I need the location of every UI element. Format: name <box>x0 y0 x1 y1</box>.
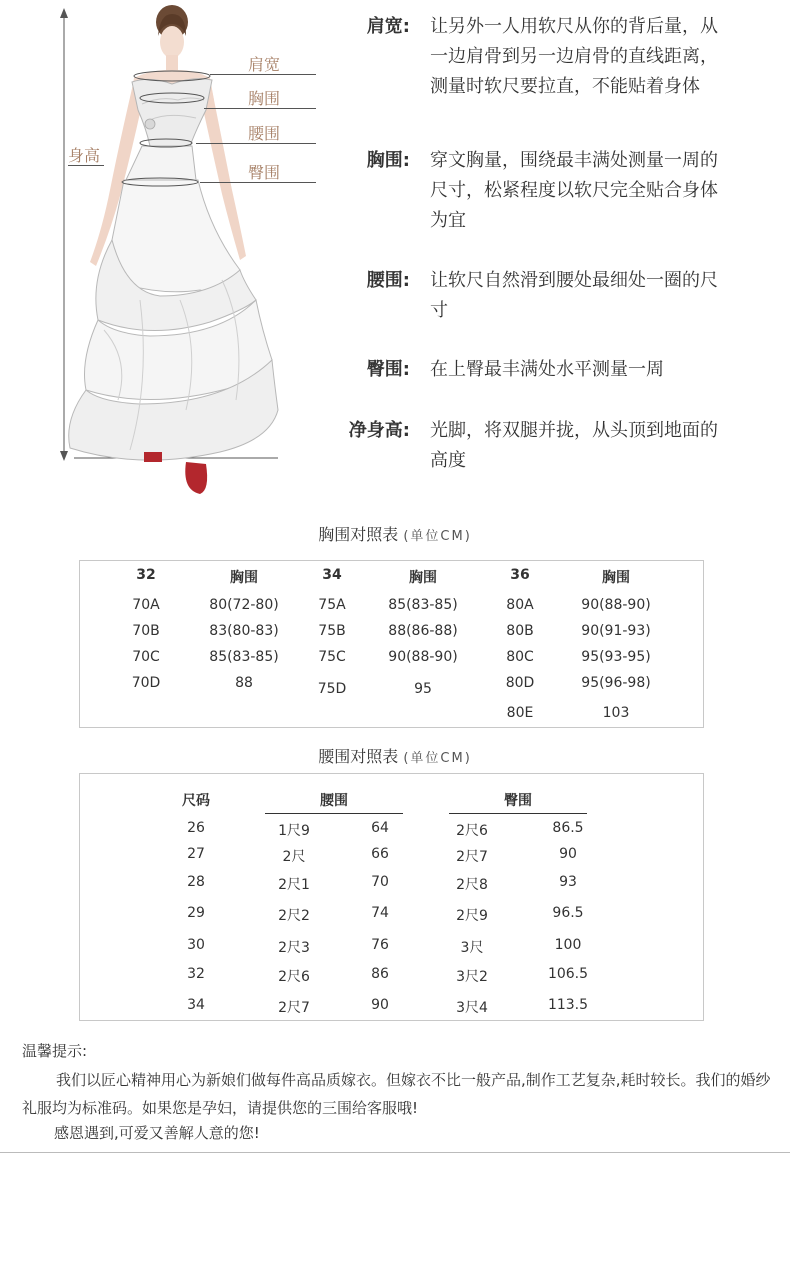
waist-table-header: 腰围 <box>320 793 348 809</box>
description-text: 让另外一人用软尺从你的背后量，从一边肩骨到另一边肩骨的直线距离，测量时软尺要拉直，不能贴着身体 <box>430 16 718 97</box>
waist-description <box>350 266 770 326</box>
description-text: 在上臀最丰满处水平测量一周 <box>430 359 664 380</box>
description-term: 臀围: <box>366 359 410 380</box>
bust-table <box>79 560 704 728</box>
bust-table-cell: 75A <box>318 597 346 613</box>
tips-paragraph: 我们以匠心精神用心为新娘们做每件高品质嫁衣。但嫁衣不比一般产品,制作工艺复杂,耗时较长。我们的婚纱礼服均为标准码。如果您是孕妇，请提供您的三围给客服哦! <box>22 1071 771 1117</box>
waist-table-cell: 2尺2 <box>278 908 310 924</box>
bust-table-header: 36 <box>510 567 530 583</box>
bust-table-cell: 70B <box>132 623 160 639</box>
waist-table-cell: 86 <box>371 966 389 982</box>
bust-table-cell: 70A <box>132 597 160 613</box>
description-term: 肩宽: <box>366 16 410 37</box>
hip-header-underline <box>449 813 587 814</box>
waist-label: 腰围 <box>248 124 281 143</box>
bust-table-cell: 90(91-93) <box>581 623 651 639</box>
waist-table-cell: 90 <box>371 997 389 1013</box>
waist-table-cell: 74 <box>371 905 389 921</box>
waist-table-cell: 26 <box>187 820 205 836</box>
bust-table-title: 胸围对照表 (单位CM) <box>318 525 472 544</box>
waist-table-cell: 2尺7 <box>456 849 488 865</box>
bust-table-cell: 80(72-80) <box>209 597 279 613</box>
hip-description <box>350 355 770 385</box>
bust-table-cell: 75B <box>318 623 346 639</box>
bust-table-cell: 95(96-98) <box>581 675 651 691</box>
bust-table-header: 胸围 <box>230 570 258 586</box>
waist-table-cell: 2尺9 <box>456 908 488 924</box>
bust-table-cell: 90(88-90) <box>581 597 651 613</box>
description-text: 让软尺自然滑到腰处最细处一圈的尺寸 <box>430 270 718 321</box>
waist-table-header: 尺码 <box>182 793 210 809</box>
waist-table-cell: 66 <box>371 846 389 862</box>
bust-table-header: 胸围 <box>409 570 437 586</box>
dress-figure-drawing <box>0 0 340 500</box>
waist-table-cell: 3尺2 <box>456 969 488 985</box>
waist-table-cell: 34 <box>187 997 205 1013</box>
bust-table-cell: 85(83-85) <box>209 649 279 665</box>
waist-table-cell: 70 <box>371 874 389 890</box>
bust-table-cell: 103 <box>602 705 630 721</box>
waist-table-cell: 3尺 <box>460 940 484 956</box>
description-term: 腰围: <box>366 270 410 291</box>
waist-table-cell: 2尺7 <box>278 1000 310 1016</box>
waist-table-cell: 93 <box>559 874 577 890</box>
waist-table-cell: 86.5 <box>552 820 584 836</box>
description-text: 光脚，将双腿并拢，从头顶到地面的高度 <box>430 420 718 471</box>
footer-divider <box>0 1152 790 1153</box>
bust-table-cell: 90(88-90) <box>388 649 458 665</box>
description-term: 净身高: <box>348 420 410 441</box>
bust-table-cell: 70D <box>131 675 161 691</box>
bust-table-cell: 80C <box>506 649 534 665</box>
description-text: 穿文胸量，围绕最丰满处测量一周的尺寸，松紧程度以软尺完全贴合身体为宜 <box>430 150 718 231</box>
waist-table-cell: 64 <box>371 820 389 836</box>
waist-table-title: 腰围对照表 (单位CM) <box>318 747 472 766</box>
waist-table-cell: 1尺9 <box>278 823 310 839</box>
waist-table-cell: 32 <box>187 966 205 982</box>
waist-table-cell: 2尺6 <box>456 823 488 839</box>
shoulder-label: 肩宽 <box>248 55 281 74</box>
height-label: 身高 <box>68 146 101 165</box>
height-description <box>350 416 770 476</box>
bust-table-cell: 83(80-83) <box>209 623 279 639</box>
waist-table-cell: 2尺1 <box>278 877 310 893</box>
hip-label: 臀围 <box>248 163 281 182</box>
tips-thanks: 感恩遇到,可爱又善解人意的您! <box>54 1124 260 1142</box>
waist-table-cell: 28 <box>187 874 205 890</box>
waist-table-header: 臀围 <box>504 793 532 809</box>
bust-table-header: 32 <box>136 567 156 583</box>
bust-table-cell: 75C <box>318 649 346 665</box>
tips-title: 温馨提示: <box>22 1042 88 1060</box>
waist-table-cell: 76 <box>371 937 389 953</box>
bust-table-cell: 95(93-95) <box>581 649 651 665</box>
bust-table-cell: 80E <box>506 705 534 721</box>
bust-table-cell: 88 <box>235 675 253 691</box>
shoulder-description <box>350 12 770 108</box>
bust-table-header: 胸围 <box>602 570 630 586</box>
waist-table-cell: 30 <box>187 937 205 953</box>
bust-table-cell: 88(86-88) <box>388 623 458 639</box>
waist-table-cell: 29 <box>187 905 205 921</box>
bust-table-cell: 70C <box>132 649 160 665</box>
bust-table-cell: 80D <box>505 675 535 691</box>
bust-label: 胸围 <box>248 89 281 108</box>
bust-table-cell: 80B <box>506 623 534 639</box>
waist-table-cell: 2尺6 <box>278 969 310 985</box>
waist-table-cell: 106.5 <box>547 966 589 982</box>
waist-table-cell: 2尺 <box>282 849 306 865</box>
bust-table-cell: 95 <box>414 681 432 697</box>
bust-table-header: 34 <box>322 567 342 583</box>
waist-header-underline <box>265 813 403 814</box>
dress-illustration <box>0 0 340 500</box>
description-term: 胸围: <box>366 150 410 171</box>
bust-table-cell: 85(83-85) <box>388 597 458 613</box>
bust-table-cell: 80A <box>506 597 534 613</box>
waist-table-cell: 2尺3 <box>278 940 310 956</box>
waist-table-cell: 96.5 <box>552 905 584 921</box>
waist-table-cell: 3尺4 <box>456 1000 488 1016</box>
bust-description <box>350 146 770 242</box>
waist-table-cell: 27 <box>187 846 205 862</box>
bust-table-cell: 75D <box>317 681 347 697</box>
waist-table-cell: 113.5 <box>547 997 589 1013</box>
waist-table-cell: 90 <box>559 846 577 862</box>
waist-table <box>79 773 704 1021</box>
waist-table-cell: 100 <box>554 937 582 953</box>
waist-table-cell: 2尺8 <box>456 877 488 893</box>
